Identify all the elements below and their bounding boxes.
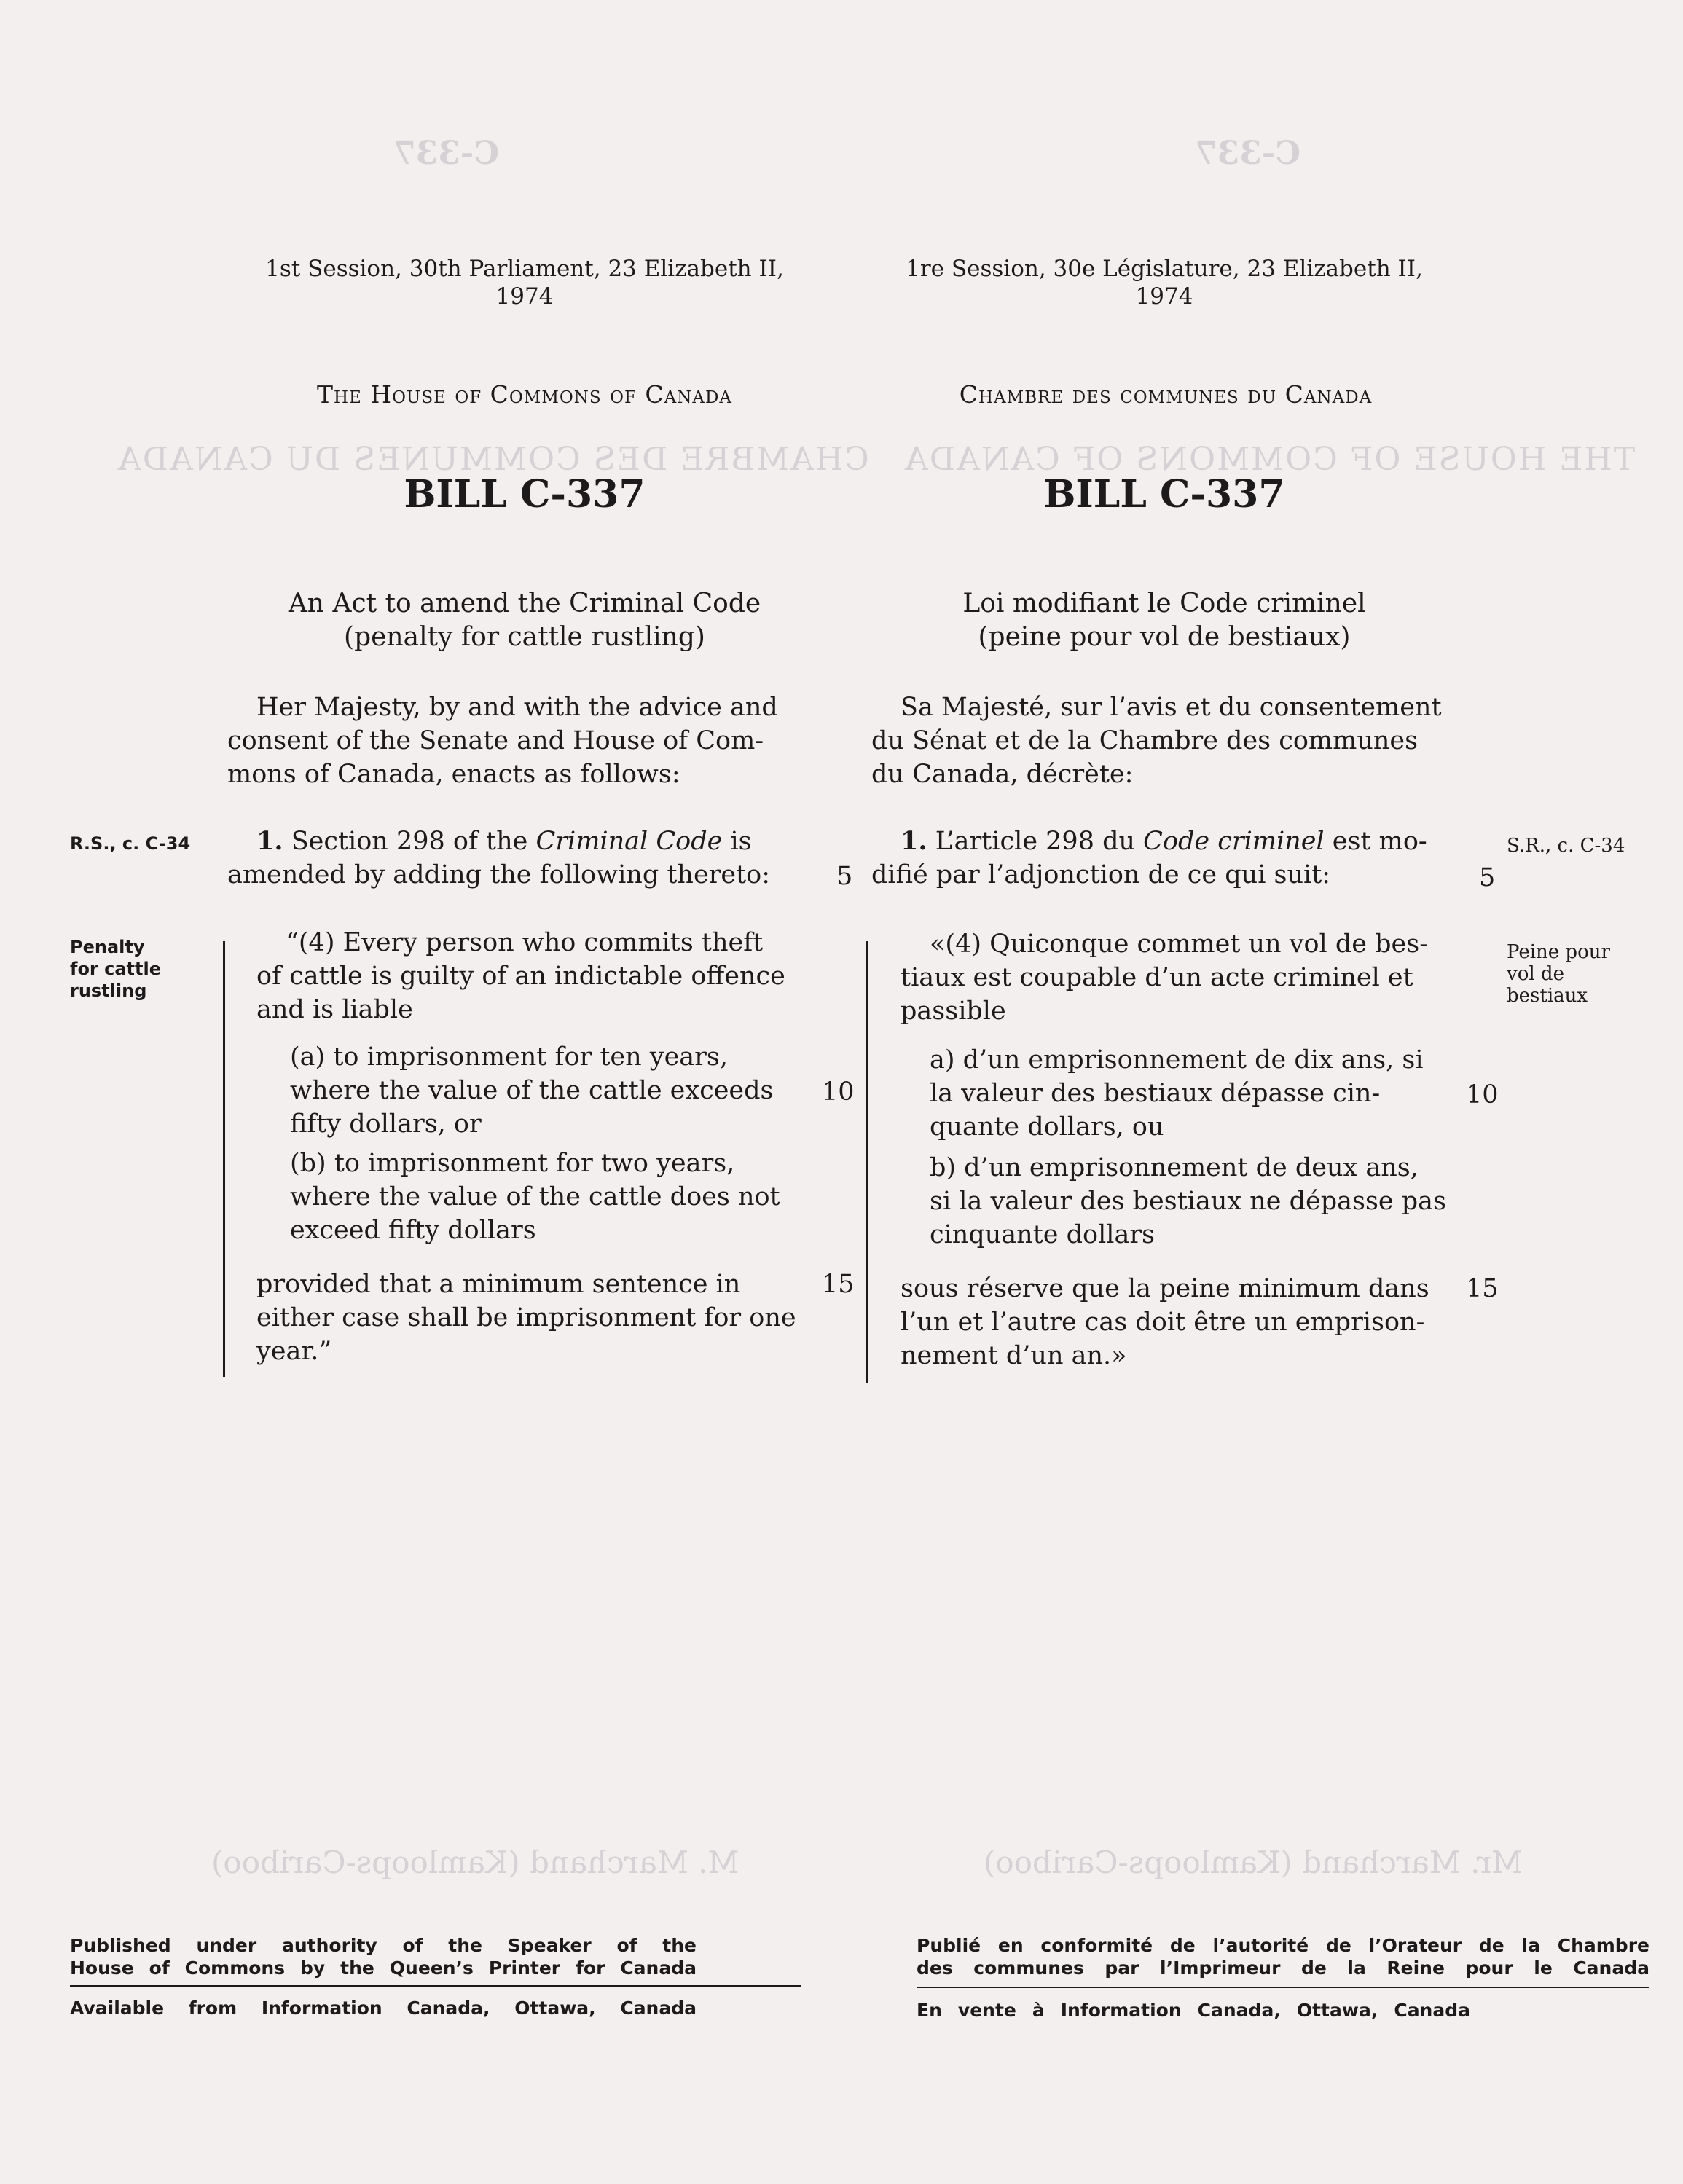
footer-published-en (70, 1934, 697, 1979)
para-a-line2-en: where the value of the cattle exceeds (290, 1076, 774, 1105)
margin-note-peine (1507, 941, 1610, 1007)
session-year-en: 1974 (495, 283, 554, 310)
section-1-line2-en: amended by adding the following thereto: (227, 860, 771, 889)
para-a-line3-fr: quante dollars, ou (930, 1112, 1164, 1142)
session-year-fr: 1974 (1135, 283, 1193, 310)
house-title-fr: Chambre des communes du Canada (959, 380, 1373, 409)
proviso-line3-en: year.” (256, 1337, 332, 1366)
bill-number-fr: BILL C-337 (1043, 472, 1285, 516)
footer-published-line2-fr: des communes par l’Imprimeur de la Reine pour le Canada (917, 1957, 1649, 1979)
bill-title-fr (873, 587, 1456, 654)
section-1-text-a-fr: L’article 298 du (935, 827, 1136, 856)
margin-penalty-line1: Penalty (70, 937, 145, 957)
sub4-line2-fr: tiaux est coupable d’un acte criminel et (901, 963, 1413, 992)
para-a-line3-en: fifty dollars, or (290, 1109, 482, 1139)
proviso-line2-en: either case shall be imprisonment for one (256, 1303, 796, 1332)
session-line-en (233, 255, 816, 310)
sub4-line1-fr: «(4) Quiconque commet un vol de bes- (930, 930, 1429, 959)
paragraph-a-fr (930, 1043, 1460, 1144)
line-number-15-en: 15 (822, 1270, 855, 1299)
bleed-through-house-left: CHAMBRE DES COMMUNES DU CANADA (117, 441, 869, 478)
line-number-15-fr: 15 (1466, 1274, 1499, 1303)
para-a-line2-fr: la valeur des bestiaux dépasse cin- (930, 1079, 1381, 1108)
section-1-text-a-en: Section 298 of the (291, 827, 528, 856)
bill-title-line1-fr: Loi modifiant le Code criminel (962, 589, 1366, 618)
bleed-through-number-right: C-337 (1195, 135, 1301, 172)
margin-peine-line3: bestiaux (1507, 985, 1588, 1007)
bill-title-line1-en: An Act to amend the Criminal Code (288, 589, 761, 618)
sub4-line1-en: “(4) Every person who commits theft (286, 928, 764, 957)
proviso-line2-fr: l’un et l’autre cas doit être un emprison- (901, 1308, 1425, 1337)
section-1-text-b-fr: est mo- (1332, 827, 1427, 856)
footer-published-line1-en: Published under authority of the Speaker of the (70, 1935, 697, 1956)
para-b-line1-en: (b) to imprisonment for two years, (290, 1149, 735, 1178)
proviso-fr (901, 1272, 1460, 1372)
enacting-line2-fr: du Sénat et de la Chambre des communes (871, 726, 1419, 755)
paragraph-a-en (290, 1040, 816, 1141)
section-1-number-fr: 1. (901, 826, 927, 856)
para-b-line2-en: where the value of the cattle does not (290, 1182, 780, 1211)
sub4-line3-fr: passible (901, 997, 1006, 1026)
enacting-line1-fr: Sa Majesté, sur l’avis et du consentement (901, 693, 1442, 722)
margin-peine-line2: vol de (1507, 963, 1564, 985)
line-number-10-en: 10 (822, 1077, 855, 1107)
enacting-line3-fr: du Canada, décrète: (871, 760, 1134, 789)
subsection-4-en (256, 926, 816, 1026)
para-b-line1-fr: b) d’un emprisonnement de deux ans, (930, 1153, 1419, 1182)
section-1-line1-fr (871, 825, 1460, 858)
enacting-clause-fr (871, 691, 1460, 791)
para-b-line3-fr: cinquante dollars (930, 1220, 1156, 1249)
margin-note-penalty (70, 936, 161, 1002)
para-b-line3-en: exceed fifty dollars (290, 1216, 536, 1245)
enacting-line3-en: mons of Canada, enacts as follows: (227, 760, 680, 789)
section-1-text-b-en: is (730, 827, 752, 856)
para-b-line2-fr: si la valeur des bestiaux ne dépasse pas (930, 1187, 1446, 1216)
section-1-number-en: 1. (256, 826, 283, 856)
footer-published-fr (917, 1934, 1649, 1979)
para-a-line1-en: (a) to imprisonment for ten years, (290, 1042, 728, 1072)
margin-penalty-line3: rustling (70, 981, 147, 1001)
session-line-fr (873, 255, 1456, 310)
subsection-4-fr (901, 927, 1460, 1028)
bill-number-en: BILL C-337 (404, 472, 646, 516)
sub4-line2-en: of cattle is guilty of an indictable offence (256, 962, 785, 991)
enacting-clause-en (227, 691, 816, 791)
paragraph-b-en (290, 1147, 816, 1247)
proviso-line1-en: provided that a minimum sentence in (256, 1270, 741, 1299)
bill-title-line2-en: (penalty for cattle rustling) (344, 622, 705, 652)
footer-available-en: Available from Information Canada, Ottawa, Canada (70, 1998, 697, 2019)
margin-peine-line1: Peine pour (1507, 941, 1610, 963)
margin-note-rs: R.S., c. C-34 (70, 833, 191, 854)
footer-published-line1-fr: Publié en conformité de l’autorité de l’Orateur de la Chambre (917, 1935, 1649, 1956)
bill-title-line2-fr: (peine pour vol de bestiaux) (978, 622, 1351, 652)
margin-note-sr: S.R., c. C-34 (1507, 835, 1625, 857)
section-1-line1-en (227, 825, 816, 858)
bleed-through-sponsor-right: Mr. Marchand (Kamloops-Cariboo) (984, 1845, 1523, 1880)
session-text-fr: 1re Session, 30e Législature, 23 Elizabeth II, (906, 256, 1423, 282)
footer-rule-fr (917, 1987, 1649, 1988)
code-criminel-italic: Code criminel (1143, 827, 1325, 856)
para-a-line1-fr: a) d’un emprisonnement de dix ans, si (930, 1045, 1424, 1075)
enacting-line2-en: consent of the Senate and House of Com- (227, 726, 764, 755)
line-number-5-en: 5 (836, 862, 853, 891)
section-1-fr (871, 825, 1460, 892)
line-number-5-fr: 5 (1479, 863, 1496, 892)
sub4-line3-en: and is liable (256, 995, 413, 1024)
footer-available-fr: En vente à Information Canada, Ottawa, Canada (917, 2000, 1470, 2021)
proviso-line1-fr: sous réserve que la peine minimum dans (901, 1274, 1429, 1303)
enacting-line1-en: Her Majesty, by and with the advice and (256, 693, 778, 722)
session-text-en: 1st Session, 30th Parliament, 23 Elizabeth II, (265, 256, 784, 282)
proviso-line3-fr: nement d’un an.» (901, 1341, 1127, 1370)
section-1-line2-fr: difié par l’adjonction de ce qui suit: (871, 860, 1331, 889)
footer-published-line2-en: House of Commons by the Queen’s Printer for Canada (70, 1957, 697, 1979)
section-1-en (227, 825, 816, 892)
margin-penalty-line2: for cattle (70, 959, 161, 979)
amendment-bar-en (223, 941, 225, 1377)
bill-title-en (233, 587, 816, 654)
footer-rule-en (70, 1985, 801, 1987)
proviso-en (256, 1268, 816, 1368)
bleed-through-number-left: C-337 (393, 135, 500, 172)
bleed-through-sponsor-left: M. Marchand (Kamloops-Cariboo) (211, 1845, 740, 1880)
line-number-10-fr: 10 (1466, 1080, 1499, 1109)
criminal-code-italic: Criminal Code (536, 827, 723, 856)
house-title-en: The House of Commons of Canada (316, 380, 733, 409)
bleed-through-house-right: THE HOUSE OF COMMONS OF CANADA (903, 441, 1636, 478)
amendment-bar-fr (866, 941, 868, 1383)
paragraph-b-fr (930, 1151, 1460, 1252)
